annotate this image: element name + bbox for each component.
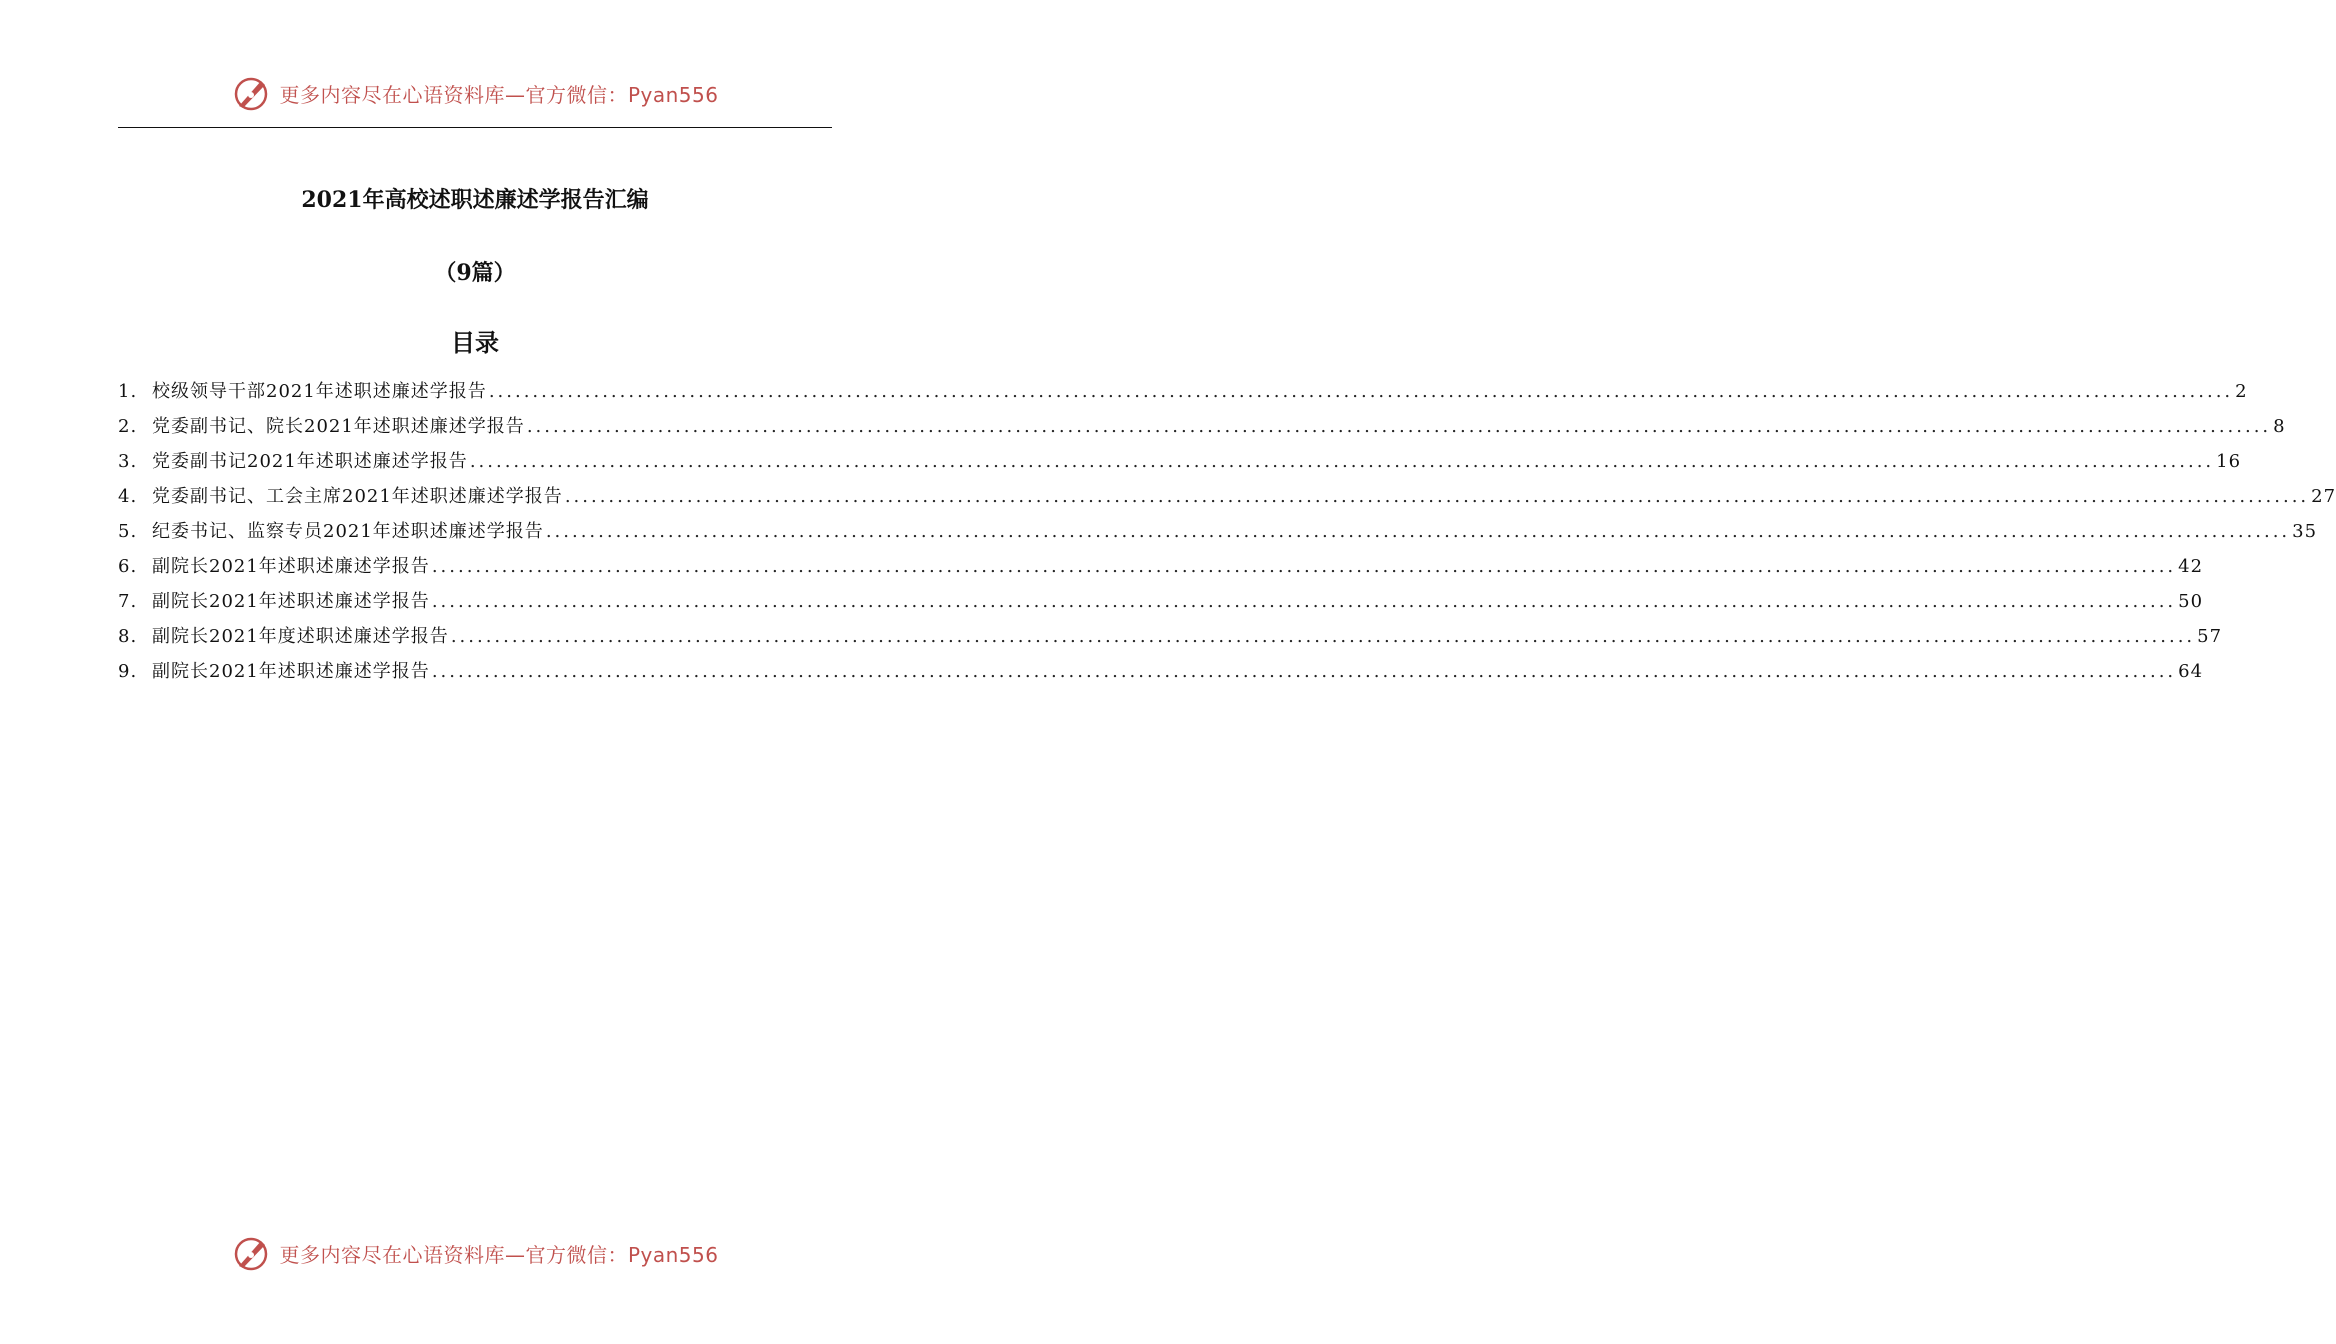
toc-dot-leader: ........................................................................................................................................................................................................	[488, 381, 2234, 402]
toc-entry[interactable]	[118, 552, 2204, 587]
toc-entry[interactable]	[118, 482, 2336, 517]
toc-entry-title: 纪委书记、监察专员2021年述职述廉述学报告	[152, 521, 544, 542]
pen-nib-logo-icon	[231, 73, 271, 113]
toc-entry[interactable]	[118, 622, 2223, 657]
header-banner	[0, 71, 950, 115]
toc-entry-number: 8.	[118, 626, 138, 647]
toc-entry-page: 50	[2178, 591, 2204, 612]
toc-entry-page: 2	[2235, 381, 2248, 402]
toc-entry-number: 2.	[118, 416, 138, 437]
toc-entry-number: 4.	[118, 486, 138, 507]
toc-entry-title: 副院长2021年述职述廉述学报告	[152, 661, 430, 682]
toc-entry-page: 57	[2197, 626, 2223, 647]
toc-entry-number: 3.	[118, 451, 138, 472]
pen-nib-logo-icon	[231, 1233, 271, 1273]
toc-dot-leader: ........................................................................................................................................................................................................	[431, 556, 2177, 577]
document-title: 2021年高校述职述廉述学报告汇编	[301, 187, 649, 213]
toc-entry-title: 校级领导干部2021年述职述廉述学报告	[152, 381, 487, 402]
toc-entry-page: 42	[2178, 556, 2204, 577]
toc-entry-number: 5.	[118, 521, 138, 542]
toc-entry[interactable]	[118, 412, 2286, 447]
toc-entry-page: 16	[2216, 451, 2242, 472]
toc-entry-page: 35	[2292, 521, 2318, 542]
header-banner-text: 更多内容尽在心语资料库—官方微信：Pyan556	[279, 82, 719, 107]
toc-entry-title: 党委副书记、院长2021年述职述廉述学报告	[152, 416, 525, 437]
toc-dot-leader: ........................................................................................................................................................................................................	[431, 591, 2177, 612]
toc-entry-number: 6.	[118, 556, 138, 577]
toc-entry-page: 8	[2273, 416, 2286, 437]
document-subtitle: （9篇）	[434, 260, 516, 286]
toc-dot-leader: ........................................................................................................................................................................................................	[431, 661, 2177, 682]
toc-entry[interactable]	[118, 377, 2248, 412]
toc-entry[interactable]	[118, 657, 2204, 692]
header-divider	[118, 127, 832, 128]
toc-entry-title: 党委副书记2021年述职述廉述学报告	[152, 451, 468, 472]
table-of-contents	[118, 377, 2336, 692]
footer-banner	[0, 1231, 950, 1275]
toc-entry-title: 副院长2021年度述职述廉述学报告	[152, 626, 449, 647]
toc-entry[interactable]	[118, 587, 2204, 622]
toc-entry-page: 27	[2311, 486, 2336, 507]
toc-entry-title: 党委副书记、工会主席2021年述职述廉述学报告	[152, 486, 563, 507]
toc-entry[interactable]	[118, 447, 2242, 482]
toc-entry-number: 7.	[118, 591, 138, 612]
toc-dot-leader: ........................................................................................................................................................................................................	[469, 451, 2215, 472]
toc-entry-title: 副院长2021年述职述廉述学报告	[152, 556, 430, 577]
toc-entry[interactable]	[118, 517, 2318, 552]
toc-dot-leader: ........................................................................................................................................................................................................	[564, 486, 2310, 507]
toc-entry-number: 9.	[118, 661, 138, 682]
toc-entry-page: 64	[2178, 661, 2204, 682]
toc-dot-leader: ........................................................................................................................................................................................................	[545, 521, 2291, 542]
toc-dot-leader: ........................................................................................................................................................................................................	[526, 416, 2272, 437]
footer-banner-text: 更多内容尽在心语资料库—官方微信：Pyan556	[279, 1242, 719, 1267]
toc-heading: 目录	[451, 329, 499, 357]
toc-entry-number: 1.	[118, 381, 138, 402]
toc-entry-title: 副院长2021年述职述廉述学报告	[152, 591, 430, 612]
toc-dot-leader: ........................................................................................................................................................................................................	[450, 626, 2196, 647]
